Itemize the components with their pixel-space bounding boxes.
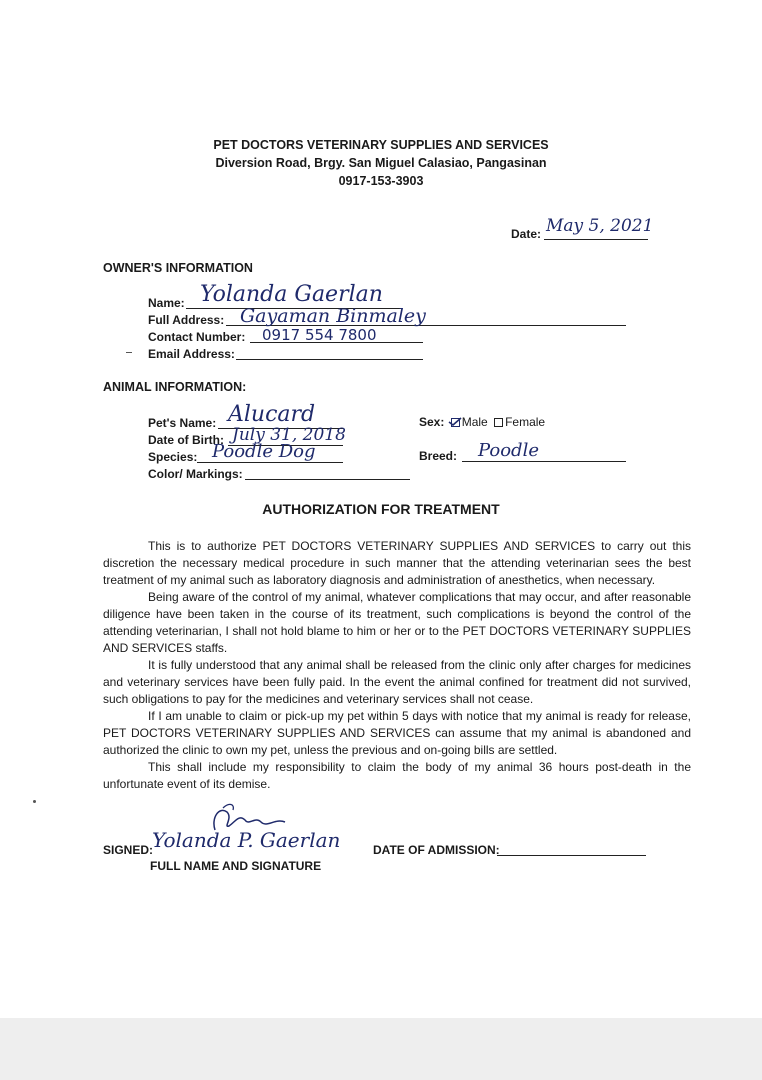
sex-label: Sex: (419, 415, 445, 429)
owner-section-title: OWNER'S INFORMATION (103, 261, 253, 275)
signature-caption: FULL NAME AND SIGNATURE (150, 859, 322, 873)
date-label: Date: (511, 227, 542, 241)
check-mark-icon (448, 417, 462, 426)
date-line (544, 239, 648, 240)
dob-value: July 31, 2018 (232, 425, 346, 445)
breed-value: Poodle (478, 440, 539, 461)
owner-email-label: Email Address: (148, 347, 235, 361)
species-label: Species: (148, 450, 198, 464)
date-value: May 5, 2021 (546, 216, 654, 236)
color-line (245, 479, 410, 480)
clinic-address: Diversion Road, Brgy. San Miguel Calasiao, Pangasinan (215, 156, 547, 170)
signed-name: Yolanda P. Gaerlan (152, 828, 341, 852)
admission-line (497, 855, 646, 856)
clinic-phone: 0917-153-3903 (338, 174, 424, 188)
animal-section-title: ANIMAL INFORMATION: (103, 380, 247, 394)
admission-label: DATE OF ADMISSION: (373, 843, 500, 857)
sex-female-label: Female (505, 415, 546, 429)
scan-speck (126, 352, 132, 353)
sex-male-label: Male (461, 415, 488, 429)
species-value: Poodle Dog (212, 441, 316, 462)
owner-name-label: Name: (148, 296, 185, 310)
owner-address-label: Full Address: (148, 313, 225, 327)
owner-address-value: Gayaman Binmaley (240, 305, 426, 327)
signed-label: SIGNED: (103, 843, 154, 857)
sex-field (419, 415, 545, 429)
female-checkbox[interactable] (494, 418, 503, 427)
scan-speck (33, 800, 36, 803)
paragraph-5: This shall include my responsibility to claim the body of my animal 36 hours post-death in the unfortunate event of its demise. (103, 760, 691, 791)
scan-edge (0, 1018, 762, 1080)
color-label: Color/ Markings: (148, 467, 243, 481)
owner-contact-value: 0917 554 7800 (262, 326, 377, 344)
paragraph-1: This is to authorize PET DOCTORS VETERINARY SUPPLIES AND SERVICES to carry out this discretion the necessary medical procedure in such manner that the attending veterinarian sees the best treatment of my animal such as laboratory diagnosis and administration of anesthetics, when necessary. (103, 539, 691, 587)
authorization-title: AUTHORIZATION FOR TREATMENT (262, 501, 500, 517)
paragraph-3: It is fully understood that any animal shall be released from the clinic only after charges for medicines and veterinary services have been fully paid. In the event the animal confined for treatment did not survived, such obligations to pay for the medicines and veterinary services shall not cease. (103, 658, 691, 706)
owner-email-line (236, 359, 423, 360)
authorization-body (103, 538, 691, 793)
owner-name-value: Yolanda Gaerlan (200, 282, 383, 307)
dob-label: Date of Birth: (148, 433, 224, 447)
species-line (197, 462, 343, 463)
owner-contact-label: Contact Number: (148, 330, 246, 344)
paragraph-4: If I am unable to claim or pick-up my pet within 5 days with notice that my animal is ready for release, PET DOCTORS VETERINARY SUPPLIES AND SERVICES can assume that my animal is abandoned and authorized the clinic to own my pet, unless the previous and on-going bills are settled. (103, 709, 691, 757)
male-checkbox[interactable] (451, 418, 460, 427)
breed-label: Breed: (419, 449, 458, 463)
clinic-name: PET DOCTORS VETERINARY SUPPLIES AND SERVICES (213, 138, 549, 152)
pet-name-label: Pet's Name: (148, 416, 217, 430)
pet-name-value: Alucard (228, 402, 316, 427)
paragraph-2: Being aware of the control of my animal, whatever complications that may occur, and after reasonable diligence have been taken in the course of its treatment, such complications is beyond the control of the attending veterinarian, I shall not hold blame to him or her or to the PET DOCTORS VETERINARY SUPPLIES AND SERVICES staffs. (103, 590, 691, 655)
breed-line (462, 461, 626, 462)
